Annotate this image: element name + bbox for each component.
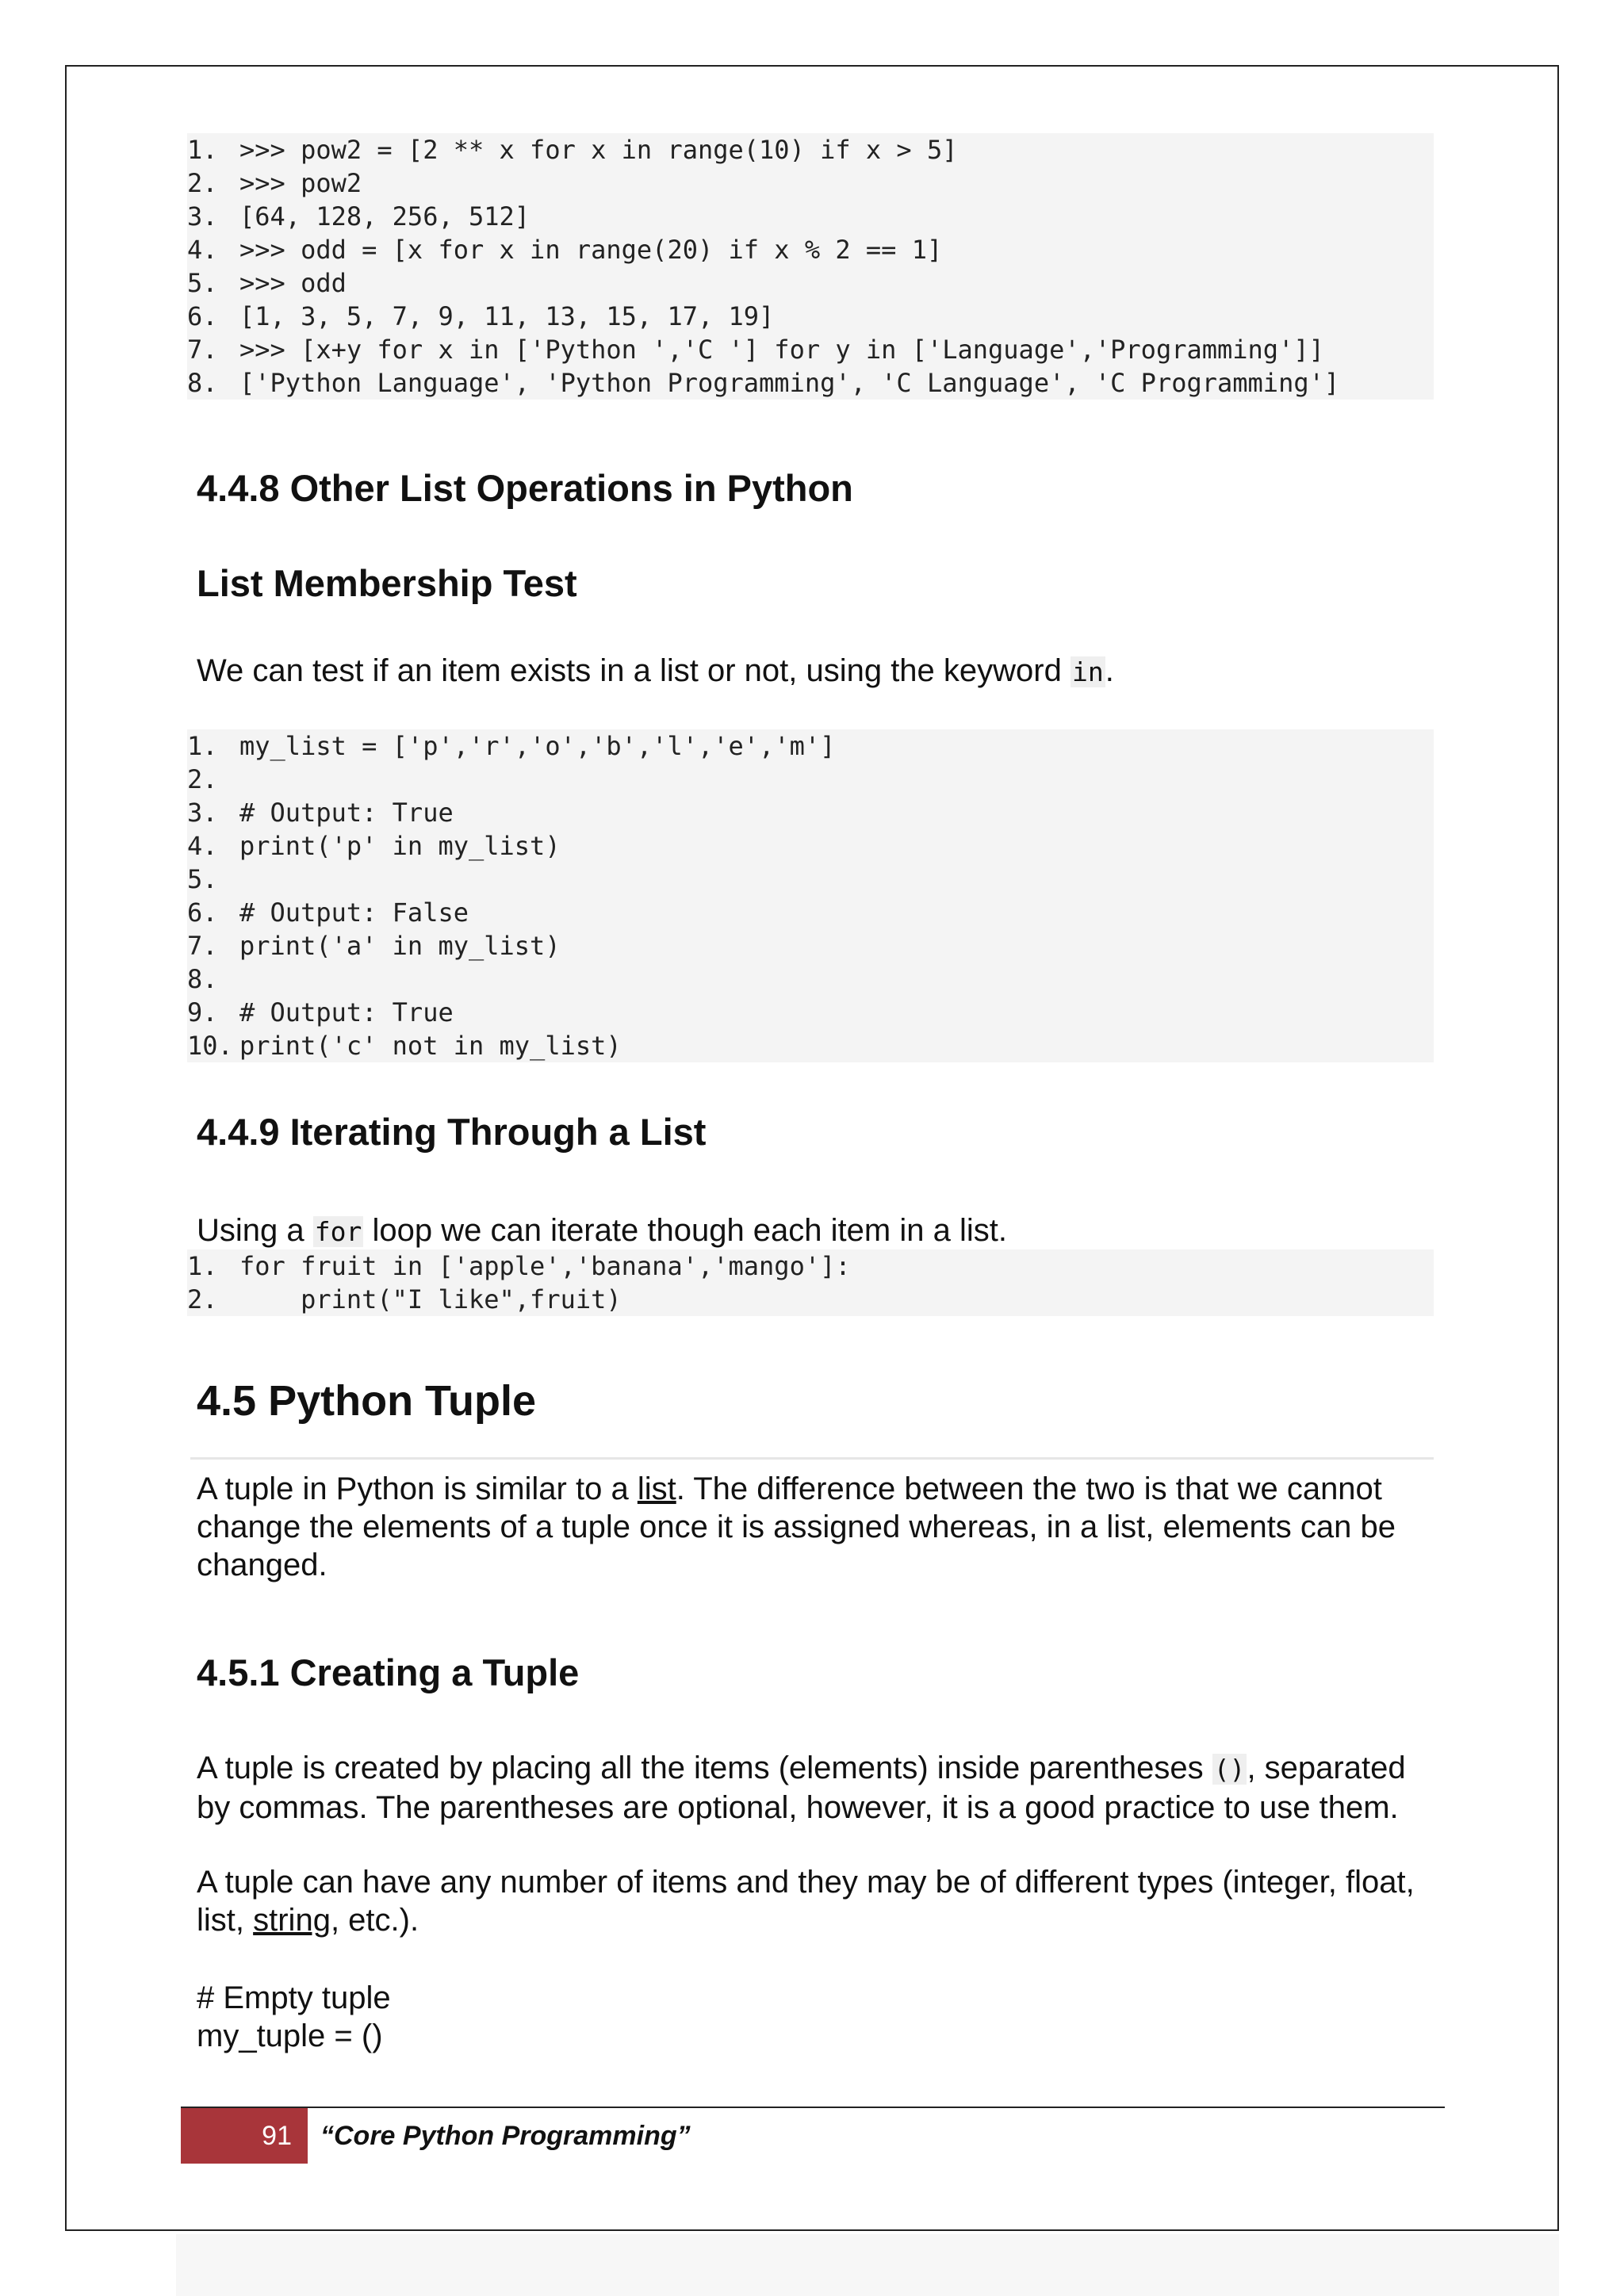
iterating-text-after: loop we can iterate though each item in a list. <box>363 1213 1007 1248</box>
types-text-after: , etc.). <box>330 1903 419 1938</box>
line-number: 7. <box>187 931 218 961</box>
code-line <box>187 763 1434 796</box>
line-number: 9. <box>187 997 218 1027</box>
code-line <box>187 266 1434 300</box>
code-text: for fruit in ['apple','banana','mango']: <box>239 1251 851 1281</box>
line-number: 1. <box>187 731 218 761</box>
tuple-intro-after: . The difference between the two is that we cannot change the elements of a tuple once it is assigned whereas, in a list, elements can be changed. <box>197 1471 1396 1582</box>
example-comment: # Empty tuple <box>197 1980 391 2015</box>
creating-text-before: A tuple is created by placing all the items (elements) inside parentheses <box>197 1751 1212 1785</box>
code-line <box>187 829 1434 863</box>
code-text: >>> pow2 <box>239 168 362 198</box>
line-number: 7. <box>187 335 218 365</box>
section-heading-4-4-8: 4.4.8 Other List Operations in Python <box>197 467 853 509</box>
code-text: >>> odd <box>239 268 347 298</box>
code-line <box>187 300 1434 333</box>
page-number: 91 <box>181 2108 308 2164</box>
inline-code-in: in <box>1071 656 1104 687</box>
section-heading-4-5-1: 4.5.1 Creating a Tuple <box>197 1651 580 1693</box>
code-line <box>187 166 1434 200</box>
code-block-membership <box>187 729 1434 1062</box>
line-number: 10. <box>187 1031 233 1061</box>
creating-tuple-paragraph-1 <box>197 1749 1434 1827</box>
line-number: 3. <box>187 798 218 828</box>
code-line <box>187 929 1434 962</box>
code-text: >>> odd = [x for x in range(20) if x % 2 == 1] <box>239 235 943 265</box>
code-line <box>187 233 1434 266</box>
inline-code-parentheses: () <box>1213 1754 1246 1785</box>
line-number: 5. <box>187 268 218 298</box>
line-number: 1. <box>187 135 218 165</box>
bottom-shade <box>176 2234 1559 2296</box>
code-block-list-comprehension <box>187 133 1434 400</box>
example-code: my_tuple = () <box>197 2019 383 2053</box>
tuple-intro-before: A tuple in Python is similar to a <box>197 1471 638 1506</box>
line-number: 8. <box>187 368 218 398</box>
line-number: 2. <box>187 168 218 198</box>
code-text: my_list = ['p','r','o','b','l','e','m'] <box>239 731 836 761</box>
code-line <box>187 1249 1434 1283</box>
types-text-before: A tuple can have any number of items and they may be of different types (integer, float, list, <box>197 1865 1415 1938</box>
membership-text-after: . <box>1105 653 1114 688</box>
code-line <box>187 863 1434 896</box>
line-number: 5. <box>187 864 218 894</box>
tuple-intro-paragraph <box>197 1470 1434 1584</box>
code-block-iteration <box>187 1249 1434 1316</box>
code-line <box>187 200 1434 233</box>
line-number: 1. <box>187 1251 218 1281</box>
line-number: 2. <box>187 1284 218 1314</box>
code-text: print("I like",fruit) <box>239 1284 622 1314</box>
creating-tuple-paragraph-2 <box>197 1863 1434 1939</box>
code-line <box>187 729 1434 763</box>
iterating-text-before: Using a <box>197 1213 313 1248</box>
section-heading-4-5: 4.5 Python Tuple <box>197 1377 537 1425</box>
code-line <box>187 896 1434 929</box>
list-link[interactable]: list <box>637 1471 676 1506</box>
line-number: 8. <box>187 964 218 994</box>
code-line <box>187 333 1434 366</box>
line-number: 6. <box>187 301 218 331</box>
line-number: 4. <box>187 831 218 861</box>
code-text: print('c' not in my_list) <box>239 1031 622 1061</box>
code-text: # Output: True <box>239 997 454 1027</box>
code-text: print('a' in my_list) <box>239 931 561 961</box>
iterating-paragraph <box>197 1211 1434 1251</box>
code-text: # Output: False <box>239 897 469 928</box>
code-text: >>> pow2 = [2 ** x for x in range(10) if x > 5] <box>239 135 958 165</box>
section-divider <box>190 1457 1434 1460</box>
code-text: ['Python Language', 'Python Programming', 'C Language', 'C Programming'] <box>239 368 1340 398</box>
code-line <box>187 1283 1434 1316</box>
line-number: 6. <box>187 897 218 928</box>
code-text: >>> [x+y for x in ['Python ','C '] for y in ['Language','Programming']] <box>239 335 1324 365</box>
line-number: 2. <box>187 764 218 794</box>
code-line <box>187 366 1434 400</box>
code-line <box>187 1029 1434 1062</box>
membership-text-before: We can test if an item exists in a list or not, using the keyword <box>197 653 1071 688</box>
creating-text-after: , separated by commas. The parentheses are optional, however, it is a good practice to use them. <box>197 1751 1406 1825</box>
code-text: [1, 3, 5, 7, 9, 11, 13, 15, 17, 19] <box>239 301 775 331</box>
code-text: # Output: True <box>239 798 454 828</box>
membership-paragraph <box>197 652 1434 691</box>
line-number: 4. <box>187 235 218 265</box>
code-line <box>187 796 1434 829</box>
line-number: 3. <box>187 201 218 232</box>
code-text: print('p' in my_list) <box>239 831 561 861</box>
code-line <box>187 133 1434 166</box>
section-heading-4-4-9: 4.4.9 Iterating Through a List <box>197 1111 707 1153</box>
code-text: [64, 128, 256, 512] <box>239 201 530 232</box>
inline-code-for: for <box>314 1216 362 1247</box>
code-line <box>187 996 1434 1029</box>
string-link[interactable]: string <box>253 1903 331 1938</box>
book-title: “Core Python Programming” <box>320 2121 691 2151</box>
code-line <box>187 962 1434 996</box>
subheading-list-membership-test: List Membership Test <box>197 562 577 604</box>
